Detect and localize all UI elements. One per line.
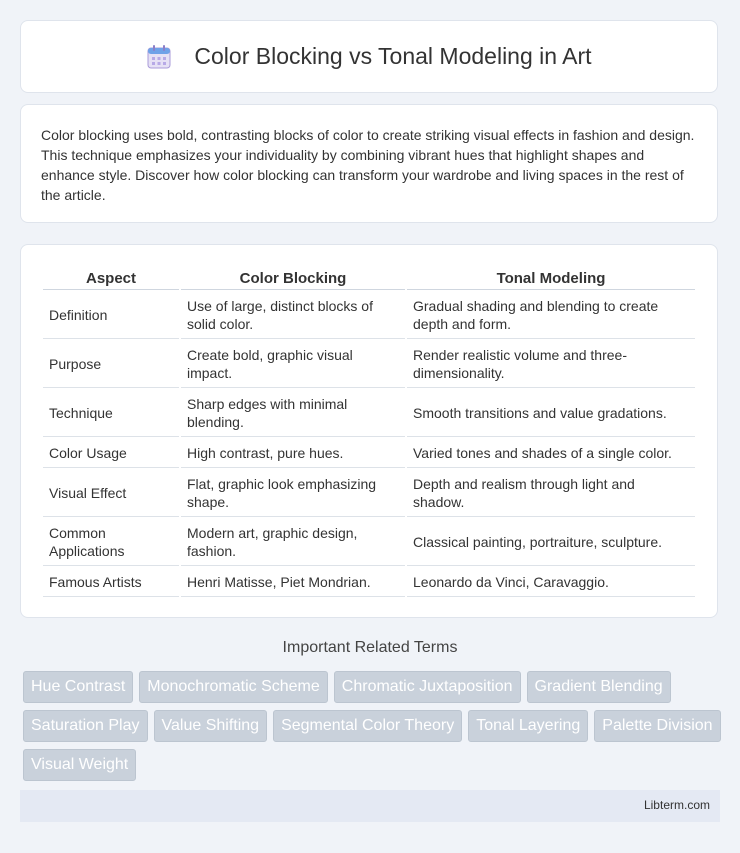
row-color-blocking: Flat, graphic look emphasizing shape.	[181, 470, 405, 517]
related-terms-list	[23, 671, 723, 781]
row-aspect: Famous Artists	[43, 568, 179, 597]
row-aspect: Definition	[43, 292, 179, 339]
header-tonal-modeling: Tonal Modeling	[407, 267, 695, 290]
related-term-tag[interactable]: Saturation Play	[23, 710, 148, 742]
row-color-blocking: Use of large, distinct blocks of solid color.	[181, 292, 405, 339]
row-tonal-modeling: Render realistic volume and three-dimensionality.	[407, 341, 695, 388]
related-term-tag[interactable]: Hue Contrast	[23, 671, 133, 703]
row-color-blocking: High contrast, pure hues.	[181, 439, 405, 468]
related-term-tag[interactable]: Chromatic Juxtaposition	[334, 671, 521, 703]
related-term-tag[interactable]: Visual Weight	[23, 749, 136, 781]
related-term-tag[interactable]: Segmental Color Theory	[273, 710, 462, 742]
row-tonal-modeling: Smooth transitions and value gradations.	[407, 390, 695, 437]
row-color-blocking: Henri Matisse, Piet Mondrian.	[181, 568, 405, 597]
row-aspect: Visual Effect	[43, 470, 179, 517]
header-aspect: Aspect	[43, 267, 179, 290]
related-term-tag[interactable]: Palette Division	[594, 710, 720, 742]
related-term-tag[interactable]: Tonal Layering	[468, 710, 588, 742]
row-aspect: Technique	[43, 390, 179, 437]
row-tonal-modeling: Gradual shading and blending to create depth and form.	[407, 292, 695, 339]
table-row	[43, 390, 695, 437]
row-aspect: Color Usage	[43, 439, 179, 468]
intro-card	[20, 104, 718, 223]
table-header-row	[43, 267, 695, 290]
calendar-icon	[146, 44, 172, 70]
row-color-blocking: Sharp edges with minimal blending.	[181, 390, 405, 437]
intro-text: Color blocking uses bold, contrasting blocks of color to create striking visual effects in fashion and design. This technique emphasizes your individuality by combining vibrant hues that highlight shapes and enhance style. Discover how color blocking can transform your wardrobe and living spaces in the rest of the article.	[41, 127, 695, 203]
row-color-blocking: Modern art, graphic design, fashion.	[181, 519, 405, 566]
row-aspect: Purpose	[43, 341, 179, 388]
related-terms-title: Important Related Terms	[282, 639, 458, 656]
table-row	[43, 568, 695, 597]
table-row	[43, 519, 695, 566]
header-color-blocking: Color Blocking	[181, 267, 405, 290]
page-title: Color Blocking vs Tonal Modeling in Art	[194, 43, 592, 69]
related-term-tag[interactable]: Value Shifting	[154, 710, 268, 742]
related-term-tag[interactable]: Monochromatic Scheme	[139, 671, 328, 703]
row-color-blocking: Create bold, graphic visual impact.	[181, 341, 405, 388]
footer-site-link[interactable]: Libterm.com	[643, 798, 710, 812]
row-tonal-modeling: Varied tones and shades of a single color.	[407, 439, 695, 468]
comparison-table	[41, 265, 697, 599]
row-tonal-modeling: Classical painting, portraiture, sculpture.	[407, 519, 695, 566]
comparison-card	[20, 244, 718, 618]
related-term-tag[interactable]: Gradient Blending	[527, 671, 671, 703]
row-aspect: Common Applications	[43, 519, 179, 566]
table-row	[43, 470, 695, 517]
table-row	[43, 439, 695, 468]
title-card	[20, 20, 718, 93]
row-tonal-modeling: Leonardo da Vinci, Caravaggio.	[407, 568, 695, 597]
row-tonal-modeling: Depth and realism through light and shadow.	[407, 470, 695, 517]
footer	[20, 790, 720, 822]
table-row	[43, 341, 695, 388]
table-row	[43, 292, 695, 339]
